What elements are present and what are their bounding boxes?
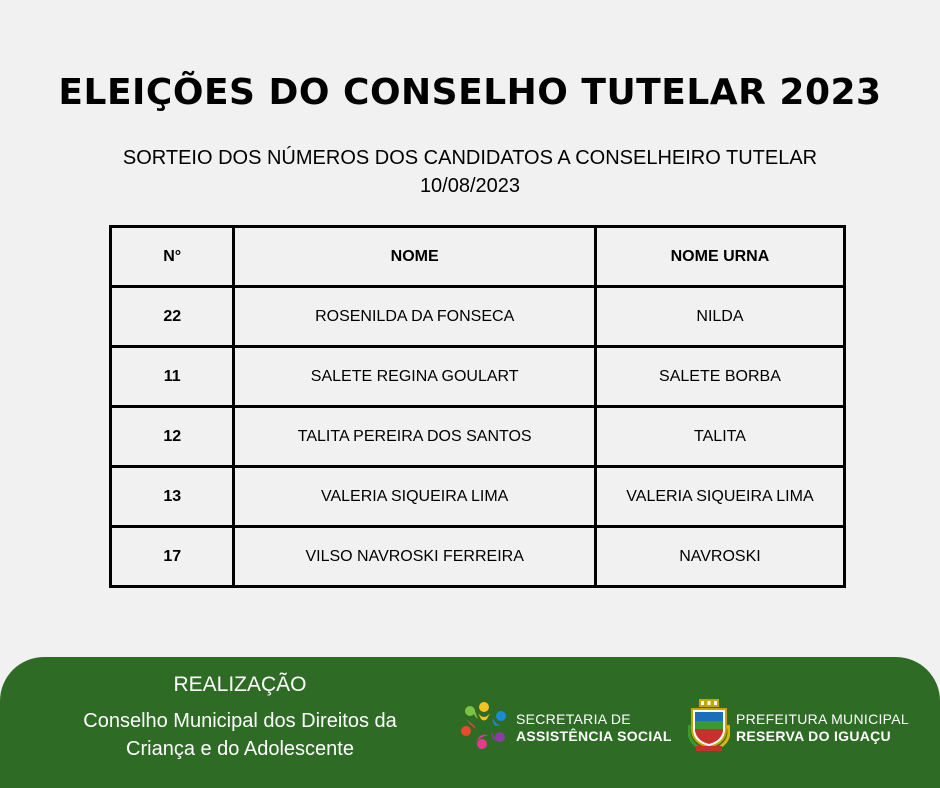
table-row	[111, 527, 845, 587]
candidate-number: 11	[111, 347, 234, 407]
draw-date: 10/08/2023	[419, 175, 521, 197]
candidate-name: SALETE REGINA GOULART	[234, 347, 596, 407]
logo-text: PREFEITURA MUNICIPAL	[736, 710, 909, 727]
column-header-number: N°	[111, 227, 234, 287]
candidate-name: TALITA PEREIRA DOS SANTOS	[234, 407, 596, 467]
page-subtitle	[0, 144, 940, 200]
candidates-table	[109, 225, 846, 588]
logo-text: SECRETARIA DE	[516, 710, 631, 727]
candidate-ballot-name: SALETE BORBA	[595, 347, 844, 407]
realization-organization	[40, 707, 440, 763]
candidate-name: ROSENILDA DA FONSECA	[234, 287, 596, 347]
table-row	[111, 467, 845, 527]
candidate-ballot-name: NAVROSKI	[595, 527, 844, 587]
table-row	[111, 407, 845, 467]
city-hall-logo	[688, 699, 909, 756]
candidate-number: 13	[111, 467, 234, 527]
candidate-ballot-name: NILDA	[595, 287, 844, 347]
candidate-number: 22	[111, 287, 234, 347]
footer-banner	[0, 657, 940, 788]
candidate-name: VALERIA SIQUEIRA LIMA	[234, 467, 596, 527]
page-title: ELEIÇÕES DO CONSELHO TUTELAR 2023	[58, 72, 882, 113]
colorful-people-circle-icon	[458, 699, 510, 756]
organization-line: Criança e do Adolescente	[126, 738, 354, 760]
table-row	[111, 347, 845, 407]
realization-label: REALIZAÇÃO	[173, 673, 307, 696]
logo-text: ASSISTÊNCIA SOCIAL	[516, 727, 672, 744]
subtitle-line: SORTEIO DOS NÚMEROS DOS CANDIDATOS A CONSELHEIRO TUTELAR	[122, 147, 818, 169]
table-header-row	[111, 227, 845, 287]
candidate-number: 12	[111, 407, 234, 467]
table-row	[111, 287, 845, 347]
column-header-name: NOME	[234, 227, 596, 287]
candidate-name: VILSO NAVROSKI FERREIRA	[234, 527, 596, 587]
column-header-ballot-name: NOME URNA	[595, 227, 844, 287]
social-assistance-logo	[458, 699, 672, 756]
organization-line: Conselho Municipal dos Direitos da	[83, 710, 397, 732]
candidate-number: 17	[111, 527, 234, 587]
logo-text: RESERVA DO IGUAÇU	[736, 727, 891, 744]
municipal-coat-of-arms-icon	[688, 699, 730, 756]
candidate-ballot-name: TALITA	[595, 407, 844, 467]
candidate-ballot-name: VALERIA SIQUEIRA LIMA	[595, 467, 844, 527]
